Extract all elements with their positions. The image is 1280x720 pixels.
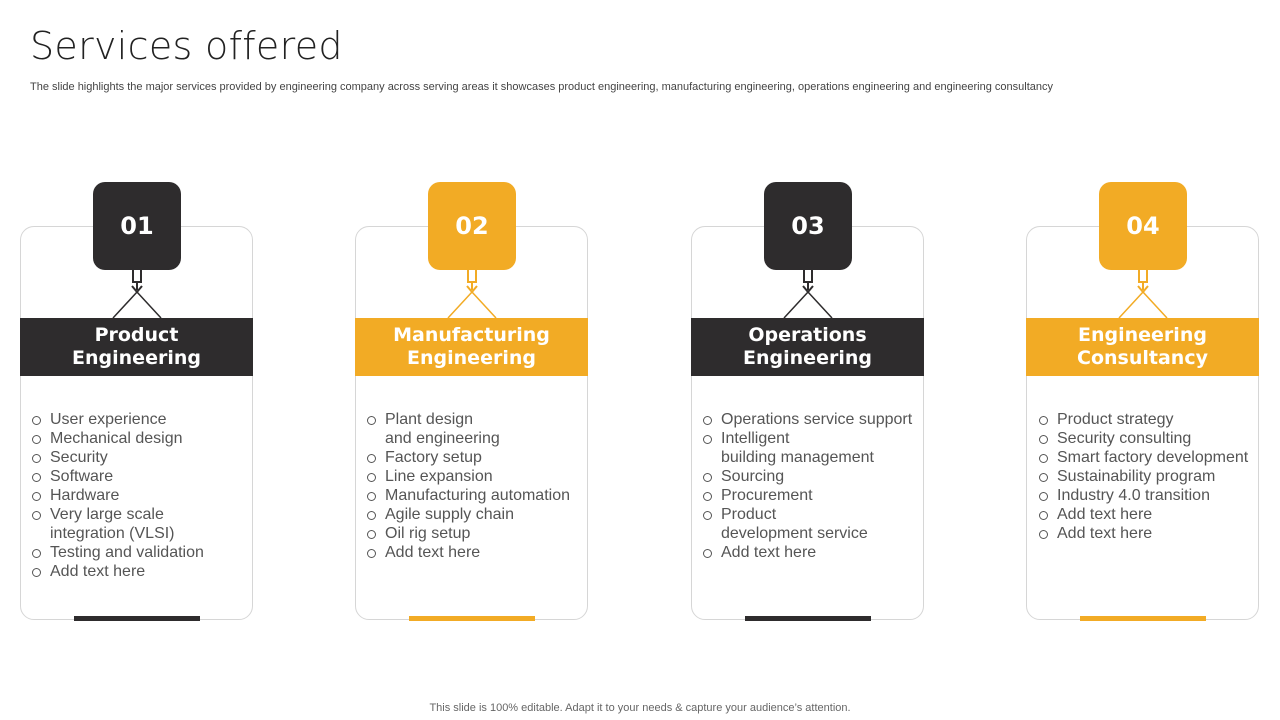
list-item: Hardware [32,486,252,505]
list-item: Product strategy [1039,410,1264,429]
service-list [703,410,923,562]
card-number-badge: 03 [764,182,852,270]
hanger-hook-icon [107,268,167,320]
card-heading: Engineering Consultancy [1077,324,1208,369]
hanger-hook-icon [1113,268,1173,320]
card-heading: Operations Engineering [743,324,872,369]
card-bottom-bar [745,616,871,621]
list-item: User experience [32,410,252,429]
service-list [32,410,252,581]
list-item: Mechanical design [32,429,252,448]
card-bottom-bar [1080,616,1206,621]
card-bottom-bar [74,616,200,621]
list-item: Security consulting [1039,429,1264,448]
list-item: Operations service support [703,410,923,429]
list-item: Factory setup [367,448,587,467]
card-heading: Product Engineering [72,324,201,369]
page-title: Services offered [30,24,343,68]
list-item: Line expansion [367,467,587,486]
card-heading-band [1026,318,1259,376]
list-item: Add text here [1039,505,1264,524]
list-item: Plant design and engineering [367,410,587,448]
list-item: Product development service [703,505,923,543]
list-item: Testing and validation [32,543,252,562]
list-item: Very large scale integration (VLSI) [32,505,252,543]
page-subtitle: The slide highlights the major services provided by engineering company across serving areas it showcases product engineering, manufacturing engineering, operations engineering and engineering consultancy [30,81,1053,93]
list-item: Oil rig setup [367,524,587,543]
card-number-badge: 02 [428,182,516,270]
card-heading-band [355,318,588,376]
hanger-hook-icon [442,268,502,320]
list-item: Manufacturing automation [367,486,587,505]
service-list [1039,410,1264,543]
list-item: Procurement [703,486,923,505]
list-item: Software [32,467,252,486]
service-list [367,410,587,562]
list-item: Industry 4.0 transition [1039,486,1264,505]
list-item: Add text here [32,562,252,581]
list-item: Intelligent building management [703,429,923,467]
list-item: Sourcing [703,467,923,486]
card-bottom-bar [409,616,535,621]
list-item: Sustainability program [1039,467,1264,486]
card-number-badge: 01 [93,182,181,270]
card-heading-band [691,318,924,376]
footer-note: This slide is 100% editable. Adapt it to your needs & capture your audience’s attention. [429,702,851,714]
card-heading-band [20,318,253,376]
list-item: Add text here [1039,524,1264,543]
hanger-hook-icon [778,268,838,320]
card-number-badge: 04 [1099,182,1187,270]
list-item: Security [32,448,252,467]
card-heading: Manufacturing Engineering [393,324,550,369]
list-item: Smart factory development [1039,448,1264,467]
list-item: Agile supply chain [367,505,587,524]
list-item: Add text here [367,543,587,562]
list-item: Add text here [703,543,923,562]
